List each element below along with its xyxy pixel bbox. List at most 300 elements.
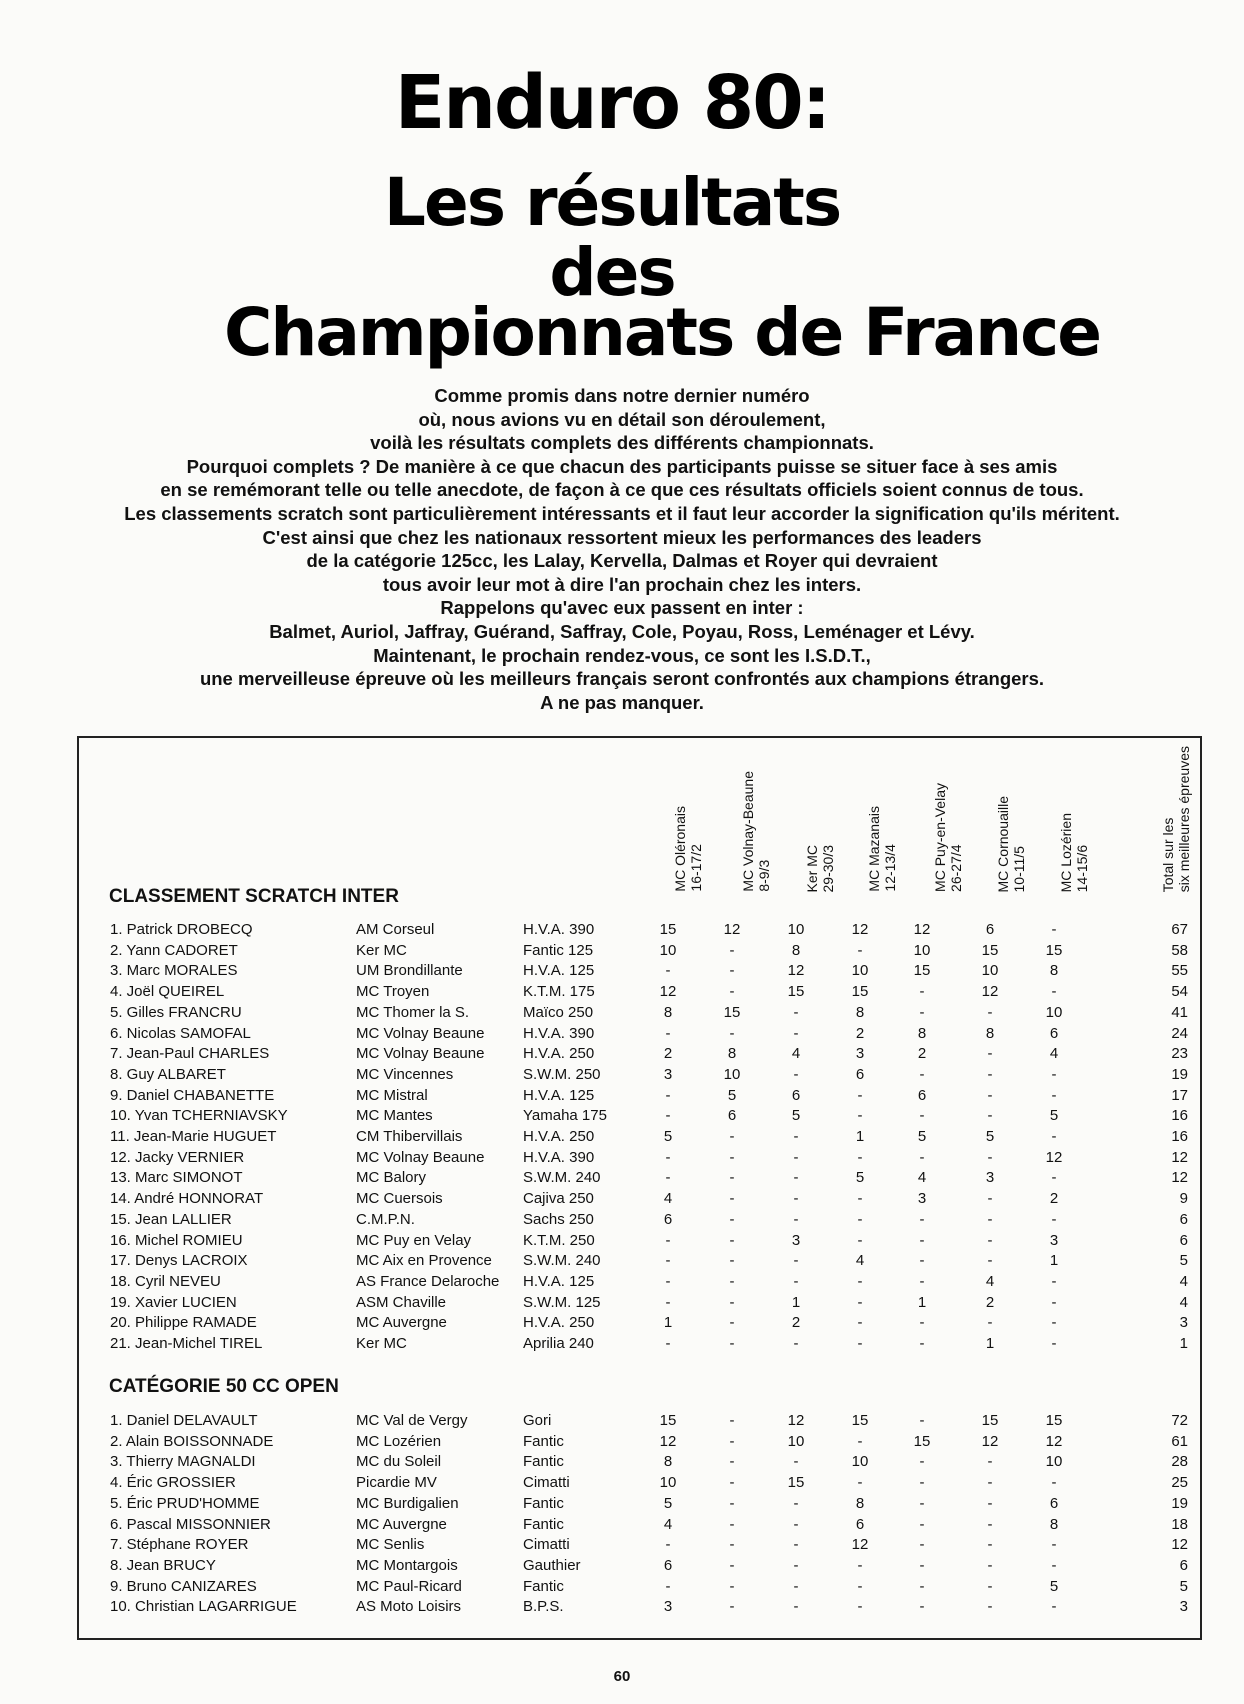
points-cell: - — [793, 1598, 799, 1616]
points-cell: 10 — [659, 1474, 677, 1492]
motorcycle-cell: H.V.A. 390 — [523, 1148, 595, 1166]
points-cell: - — [1051, 1065, 1057, 1083]
motorcycle-cell: K.T.M. 250 — [523, 1231, 595, 1249]
rider-cell: 5. Éric PRUD'HOMME — [110, 1494, 260, 1512]
points-cell: - — [987, 1190, 993, 1208]
points-cell: - — [857, 1314, 863, 1332]
points-cell: - — [1051, 1598, 1057, 1616]
points-cell: - — [665, 1536, 671, 1554]
rider-cell: 10. Christian LAGARRIGUE — [110, 1598, 297, 1616]
rider-cell: 9. Bruno CANIZARES — [110, 1577, 257, 1595]
points-cell: - — [1051, 1536, 1057, 1554]
points-cell: 2 — [985, 1293, 995, 1311]
column-header-line: MC Mazanais — [866, 806, 882, 892]
points-cell: 8 — [727, 1045, 737, 1063]
column-header-line: 29-30/3 — [820, 844, 836, 892]
motorcycle-cell: B.P.S. — [523, 1598, 564, 1616]
points-cell: 4 — [985, 1272, 995, 1290]
rider-cell: 21. Jean-Michel TIREL — [110, 1335, 263, 1352]
points-cell: - — [665, 1148, 671, 1166]
points-cell: - — [729, 1190, 735, 1208]
points-cell: - — [793, 1003, 799, 1021]
points-cell: - — [729, 1210, 735, 1228]
points-cell: - — [665, 1169, 671, 1187]
column-header-line: MC Puy-en-Velay — [932, 783, 948, 892]
points-cell: - — [987, 1107, 993, 1125]
points-cell: 5 — [791, 1107, 801, 1125]
points-cell: 4 — [1049, 1045, 1059, 1063]
points-cell: - — [729, 1515, 735, 1533]
club-cell: MC Val de Vergy — [356, 1412, 468, 1429]
rider-cell: 16. Michel ROMIEU — [110, 1231, 243, 1249]
section-title: CATÉGORIE 50 CC OPEN — [109, 1376, 339, 1397]
points-cell: 10 — [913, 941, 931, 959]
motorcycle-cell: Fantic — [523, 1494, 564, 1512]
column-header — [932, 783, 964, 892]
points-cell: - — [793, 1252, 799, 1270]
title-line-4: Championnats de France — [223, 294, 1101, 371]
points-cell: - — [919, 1003, 925, 1021]
points-cell: - — [793, 1065, 799, 1083]
points-cell: - — [987, 1598, 993, 1616]
points-cell: 5 — [1049, 1577, 1059, 1595]
club-cell: Ker MC — [356, 1335, 407, 1352]
column-header — [804, 845, 836, 892]
points-cell: - — [729, 1474, 735, 1492]
points-cell: 8 — [663, 1453, 673, 1471]
points-cell: - — [919, 1577, 925, 1595]
points-cell: - — [857, 1086, 863, 1104]
motorcycle-cell: Maïco 250 — [523, 1003, 594, 1021]
total-cell: 58 — [1171, 941, 1188, 959]
points-cell: 15 — [913, 1432, 931, 1450]
total-cell: 18 — [1171, 1515, 1188, 1533]
points-cell: 8 — [855, 1003, 865, 1021]
motorcycle-cell: H.V.A. 390 — [523, 921, 595, 938]
motorcycle-cell: H.V.A. 250 — [523, 1045, 595, 1063]
points-cell: - — [793, 1494, 799, 1512]
rider-cell: 8. Jean BRUCY — [110, 1556, 216, 1574]
intro-line: Les classements scratch sont particulièrement intéressants et il faut leur accorder la signification qu'ils méritent. — [124, 502, 1120, 524]
points-cell: 3 — [791, 1231, 801, 1249]
points-cell: - — [729, 1024, 735, 1042]
points-cell: - — [919, 1210, 925, 1228]
points-cell: - — [987, 1003, 993, 1021]
club-cell: MC Vincennes — [356, 1065, 454, 1083]
total-cell: 6 — [1179, 1556, 1188, 1574]
total-cell: 72 — [1171, 1412, 1188, 1429]
points-cell: - — [1051, 1556, 1057, 1574]
points-cell: - — [857, 1598, 863, 1616]
total-cell: 41 — [1171, 1003, 1188, 1021]
points-cell: - — [793, 1272, 799, 1290]
rider-cell: 8. Guy ALBARET — [110, 1065, 226, 1083]
column-header-line: 26-27/4 — [948, 844, 964, 892]
points-cell: - — [665, 1577, 671, 1595]
points-cell: - — [729, 1453, 735, 1471]
rider-cell: 3. Marc MORALES — [110, 962, 238, 980]
points-cell: - — [987, 1210, 993, 1228]
points-cell: 6 — [791, 1086, 801, 1104]
motorcycle-cell: Cajiva 250 — [523, 1190, 594, 1208]
points-cell: 15 — [787, 1474, 805, 1492]
club-cell: CM Thibervillais — [356, 1128, 463, 1145]
page-number: 60 — [613, 1668, 631, 1685]
club-cell: C.M.P.N. — [356, 1210, 415, 1228]
club-cell: AS France Delaroche — [356, 1272, 500, 1290]
column-header-line: MC Lozérien — [1058, 812, 1074, 892]
total-cell: 19 — [1171, 1494, 1188, 1512]
points-cell: 6 — [1049, 1494, 1059, 1512]
points-cell: - — [729, 1272, 735, 1290]
intro-line: en se remémorant telle ou telle anecdote, de façon à ce que ces résultats officiels soient connus de tous. — [160, 479, 1084, 501]
points-cell: 8 — [855, 1494, 865, 1512]
motorcycle-cell: Fantic — [523, 1577, 564, 1595]
points-cell: - — [729, 962, 735, 980]
club-cell: MC Auvergne — [356, 1515, 447, 1533]
total-cell: 67 — [1171, 921, 1188, 938]
points-cell: - — [919, 1107, 925, 1125]
club-cell: MC Volnay Beaune — [356, 1045, 485, 1063]
club-cell: MC Volnay Beaune — [356, 1148, 485, 1166]
points-cell: - — [793, 1210, 799, 1228]
total-cell: 5 — [1179, 1252, 1188, 1270]
title-line-1: Enduro 80: — [394, 60, 830, 146]
intro-line: où, nous avions vu en détail son déroulement, — [418, 408, 826, 430]
column-header — [1160, 746, 1192, 892]
total-cell: 25 — [1171, 1474, 1188, 1492]
points-cell: - — [1051, 1272, 1057, 1290]
total-cell: 24 — [1171, 1024, 1188, 1042]
points-cell: - — [919, 1231, 925, 1249]
points-cell: - — [729, 1252, 735, 1270]
club-cell: MC Montargois — [356, 1556, 458, 1574]
column-header — [740, 771, 772, 892]
points-cell: 15 — [851, 1412, 869, 1429]
rider-cell: 1. Patrick DROBECQ — [110, 921, 253, 938]
club-cell: Picardie MV — [356, 1474, 437, 1492]
points-cell: - — [793, 1515, 799, 1533]
points-cell: - — [987, 1474, 993, 1492]
points-cell: - — [987, 1494, 993, 1512]
points-cell: - — [919, 1272, 925, 1290]
total-cell: 55 — [1171, 962, 1188, 980]
club-cell: MC Auvergne — [356, 1314, 447, 1332]
points-cell: - — [857, 1190, 863, 1208]
points-cell: 15 — [913, 962, 931, 980]
rider-cell: 13. Marc SIMONOT — [110, 1169, 243, 1187]
points-cell: 12 — [851, 921, 869, 938]
points-cell: 8 — [663, 1003, 673, 1021]
intro-line: tous avoir leur mot à dire l'an prochain chez les inters. — [382, 573, 862, 595]
points-cell: 12 — [787, 1412, 805, 1429]
rider-cell: 4. Joël QUEIREL — [110, 983, 225, 1001]
points-cell: 6 — [1049, 1024, 1059, 1042]
points-cell: - — [665, 1293, 671, 1311]
points-cell: 12 — [851, 1536, 869, 1554]
rider-cell: 20. Philippe RAMADE — [110, 1314, 257, 1332]
points-cell: - — [919, 983, 925, 1001]
points-cell: 12 — [1045, 1432, 1063, 1450]
points-cell: - — [919, 1252, 925, 1270]
points-cell: 12 — [723, 921, 741, 938]
points-cell: 10 — [723, 1065, 741, 1083]
points-cell: 8 — [917, 1024, 927, 1042]
club-cell: MC Troyen — [356, 983, 430, 1001]
points-cell: - — [857, 1231, 863, 1249]
motorcycle-cell: S.W.M. 240 — [523, 1169, 601, 1187]
points-cell: 6 — [663, 1556, 673, 1574]
total-cell: 12 — [1171, 1148, 1188, 1166]
points-cell: - — [1051, 1293, 1057, 1311]
column-header — [866, 806, 898, 892]
points-cell: 6 — [917, 1086, 927, 1104]
total-cell: 6 — [1179, 1231, 1188, 1249]
points-cell: 5 — [727, 1086, 737, 1104]
points-cell: 15 — [851, 983, 869, 1001]
points-cell: - — [857, 1335, 863, 1352]
club-cell: MC Mantes — [356, 1107, 433, 1125]
points-cell: - — [987, 1556, 993, 1574]
points-cell: - — [1051, 921, 1057, 938]
points-cell: 15 — [1045, 1412, 1063, 1429]
rider-cell: 5. Gilles FRANCRU — [110, 1003, 242, 1021]
points-cell: 4 — [663, 1515, 673, 1533]
motorcycle-cell: S.W.M. 125 — [523, 1293, 601, 1311]
points-cell: - — [665, 1024, 671, 1042]
points-cell: - — [987, 1086, 993, 1104]
points-cell: - — [793, 1577, 799, 1595]
motorcycle-cell: Sachs 250 — [523, 1210, 594, 1228]
intro-line: de la catégorie 125cc, les Lalay, Kervella, Dalmas et Royer qui devraient — [306, 550, 938, 572]
points-cell: - — [857, 941, 863, 959]
club-cell: AM Corseul — [356, 921, 435, 938]
points-cell: 3 — [855, 1045, 865, 1063]
column-header-line: 16-17/2 — [688, 844, 704, 892]
intro-line: Rappelons qu'avec eux passent en inter : — [440, 597, 804, 619]
points-cell: 1 — [985, 1335, 995, 1352]
intro-line: Pourquoi complets ? De manière à ce que chacun des participants puisse se situer face à ses amis — [186, 455, 1058, 477]
rider-cell: 6. Nicolas SAMOFAL — [110, 1024, 251, 1042]
points-cell: - — [793, 1190, 799, 1208]
total-cell: 17 — [1171, 1086, 1188, 1104]
club-cell: MC Cuersois — [356, 1190, 443, 1208]
points-cell: - — [987, 1536, 993, 1554]
points-cell: - — [793, 1453, 799, 1471]
points-cell: 15 — [723, 1003, 741, 1021]
rider-cell: 15. Jean LALLIER — [110, 1210, 232, 1228]
points-cell: 3 — [663, 1065, 673, 1083]
points-cell: - — [919, 1314, 925, 1332]
club-cell: Ker MC — [356, 941, 407, 959]
intro-line: Balmet, Auriol, Jaffray, Guérand, Saffray, Cole, Poyau, Ross, Leménager et Lévy. — [269, 620, 975, 642]
points-cell: 12 — [659, 1432, 677, 1450]
points-cell: - — [919, 1412, 925, 1429]
points-cell: 6 — [855, 1515, 865, 1533]
points-cell: - — [665, 1335, 671, 1352]
points-cell: - — [665, 1272, 671, 1290]
points-cell: 3 — [985, 1169, 995, 1187]
points-cell: 4 — [663, 1190, 673, 1208]
motorcycle-cell: Fantic — [523, 1432, 564, 1450]
points-cell: 8 — [1049, 962, 1059, 980]
points-cell: - — [987, 1453, 993, 1471]
rider-cell: 9. Daniel CHABANETTE — [110, 1086, 275, 1104]
rider-cell: 18. Cyril NEVEU — [110, 1272, 221, 1290]
intro-line: voilà les résultats complets des différents championnats. — [370, 432, 874, 454]
points-cell: 10 — [787, 1432, 805, 1450]
points-cell: - — [729, 1598, 735, 1616]
points-cell: 6 — [727, 1107, 737, 1125]
intro-line: C'est ainsi que chez les nationaux ressortent mieux les performances des leaders — [262, 526, 982, 548]
points-cell: 10 — [851, 962, 869, 980]
club-cell: ASM Chaville — [356, 1293, 447, 1311]
column-header-line: Total sur les — [1160, 817, 1176, 892]
motorcycle-cell: H.V.A. 125 — [523, 962, 595, 980]
points-cell: - — [665, 962, 671, 980]
points-cell: - — [1051, 1314, 1057, 1332]
column-header-line: MC Volnay-Beaune — [740, 771, 756, 892]
total-cell: 12 — [1171, 1169, 1188, 1187]
club-cell: MC Balory — [356, 1169, 427, 1187]
points-cell: - — [665, 1107, 671, 1125]
points-cell: 15 — [659, 1412, 677, 1429]
motorcycle-cell: Aprilia 240 — [523, 1335, 594, 1352]
points-cell: - — [919, 1556, 925, 1574]
points-cell: - — [919, 1065, 925, 1083]
total-cell: 3 — [1179, 1314, 1188, 1332]
points-cell: 12 — [913, 921, 931, 938]
intro-line: Comme promis dans notre dernier numéro — [434, 385, 810, 406]
points-cell: 2 — [1049, 1190, 1059, 1208]
points-cell: - — [793, 1335, 799, 1352]
motorcycle-cell: Fantic — [523, 1515, 564, 1533]
points-cell: - — [729, 983, 735, 1001]
rider-cell: 17. Denys LACROIX — [110, 1252, 248, 1270]
club-cell: MC Thomer la S. — [356, 1003, 470, 1021]
club-cell: MC Senlis — [356, 1536, 425, 1554]
total-cell: 6 — [1179, 1210, 1188, 1228]
points-cell: - — [1051, 1335, 1057, 1352]
points-cell: - — [665, 1252, 671, 1270]
points-cell: 6 — [663, 1210, 673, 1228]
points-cell: - — [729, 1335, 735, 1352]
points-cell: 5 — [1049, 1107, 1059, 1125]
points-cell: - — [919, 1453, 925, 1471]
total-cell: 16 — [1171, 1128, 1188, 1145]
points-cell: - — [919, 1494, 925, 1512]
points-cell: - — [987, 1045, 993, 1063]
points-cell: - — [729, 1536, 735, 1554]
points-cell: 15 — [1045, 941, 1063, 959]
points-cell: - — [857, 1272, 863, 1290]
points-cell: 10 — [1045, 1003, 1063, 1021]
club-cell: MC Aix en Provence — [356, 1252, 492, 1270]
total-cell: 19 — [1171, 1065, 1188, 1083]
motorcycle-cell: S.W.M. 250 — [523, 1065, 601, 1083]
column-header — [1058, 813, 1090, 892]
points-cell: - — [919, 1598, 925, 1616]
points-cell: 1 — [855, 1128, 865, 1145]
rider-cell: 4. Éric GROSSIER — [110, 1474, 236, 1492]
motorcycle-cell: H.V.A. 250 — [523, 1128, 595, 1145]
points-cell: - — [793, 1128, 799, 1145]
points-cell: - — [987, 1577, 993, 1595]
points-cell: - — [729, 1577, 735, 1595]
rider-cell: 11. Jean-Marie HUGUET — [110, 1128, 277, 1145]
points-cell: - — [729, 1293, 735, 1311]
motorcycle-cell: H.V.A. 250 — [523, 1314, 595, 1332]
points-cell: 3 — [917, 1190, 927, 1208]
title-line-3: des — [549, 234, 675, 311]
points-cell: 4 — [917, 1169, 927, 1187]
points-cell: - — [793, 1556, 799, 1574]
points-cell: 5 — [663, 1128, 673, 1145]
club-cell: MC Lozérien — [356, 1432, 442, 1450]
points-cell: - — [919, 1335, 925, 1352]
total-cell: 23 — [1171, 1045, 1188, 1063]
points-cell: - — [729, 1231, 735, 1249]
points-cell: - — [919, 1536, 925, 1554]
column-header-line: Ker MC — [804, 844, 820, 892]
points-cell: - — [857, 1107, 863, 1125]
rider-cell: 14. André HONNORAT — [110, 1190, 264, 1208]
motorcycle-cell: Fantic — [523, 1453, 564, 1471]
points-cell: 2 — [855, 1024, 865, 1042]
points-cell: - — [729, 1148, 735, 1166]
points-cell: 10 — [659, 941, 677, 959]
points-cell: 15 — [659, 921, 677, 938]
total-cell: 1 — [1179, 1335, 1188, 1352]
points-cell: 12 — [787, 962, 805, 980]
points-cell: - — [793, 1169, 799, 1187]
total-cell: 4 — [1179, 1293, 1188, 1311]
rider-cell: 19. Xavier LUCIEN — [110, 1293, 237, 1311]
points-cell: 3 — [1049, 1231, 1059, 1249]
column-header-line: 10-11/5 — [1011, 845, 1027, 892]
column-header-line: six meilleures épreuves — [1176, 745, 1192, 892]
club-cell: MC Volnay Beaune — [356, 1024, 485, 1042]
points-cell: - — [729, 1432, 735, 1450]
motorcycle-cell: H.V.A. 125 — [523, 1086, 595, 1104]
rider-cell: 1. Daniel DELAVAULT — [110, 1412, 258, 1429]
points-cell: 10 — [851, 1453, 869, 1471]
points-cell: - — [1051, 1169, 1057, 1187]
rider-cell: 7. Jean-Paul CHARLES — [110, 1045, 270, 1063]
points-cell: 1 — [663, 1314, 673, 1332]
intro-line: A ne pas manquer. — [540, 691, 704, 713]
points-cell: 10 — [981, 962, 999, 980]
points-cell: - — [987, 1515, 993, 1533]
rider-cell: 10. Yvan TCHERNIAVSKY — [110, 1107, 288, 1125]
points-cell: - — [729, 1494, 735, 1512]
points-cell: 10 — [1045, 1453, 1063, 1471]
points-cell: - — [987, 1231, 993, 1249]
points-cell: - — [729, 1169, 735, 1187]
points-cell: - — [1051, 1210, 1057, 1228]
club-cell: AS Moto Loisirs — [356, 1598, 462, 1616]
points-cell: 1 — [917, 1293, 927, 1311]
points-cell: - — [987, 1148, 993, 1166]
rider-cell: 2. Alain BOISSONNADE — [110, 1432, 274, 1450]
motorcycle-cell: Cimatti — [523, 1536, 570, 1554]
title-line-2: Les résultats — [383, 164, 841, 241]
points-cell: - — [919, 1474, 925, 1492]
intro-paragraph — [40, 384, 1204, 714]
section-title: CLASSEMENT SCRATCH INTER — [109, 886, 399, 907]
column-header-line: 14-15/6 — [1074, 844, 1090, 892]
total-cell: 5 — [1179, 1577, 1188, 1595]
